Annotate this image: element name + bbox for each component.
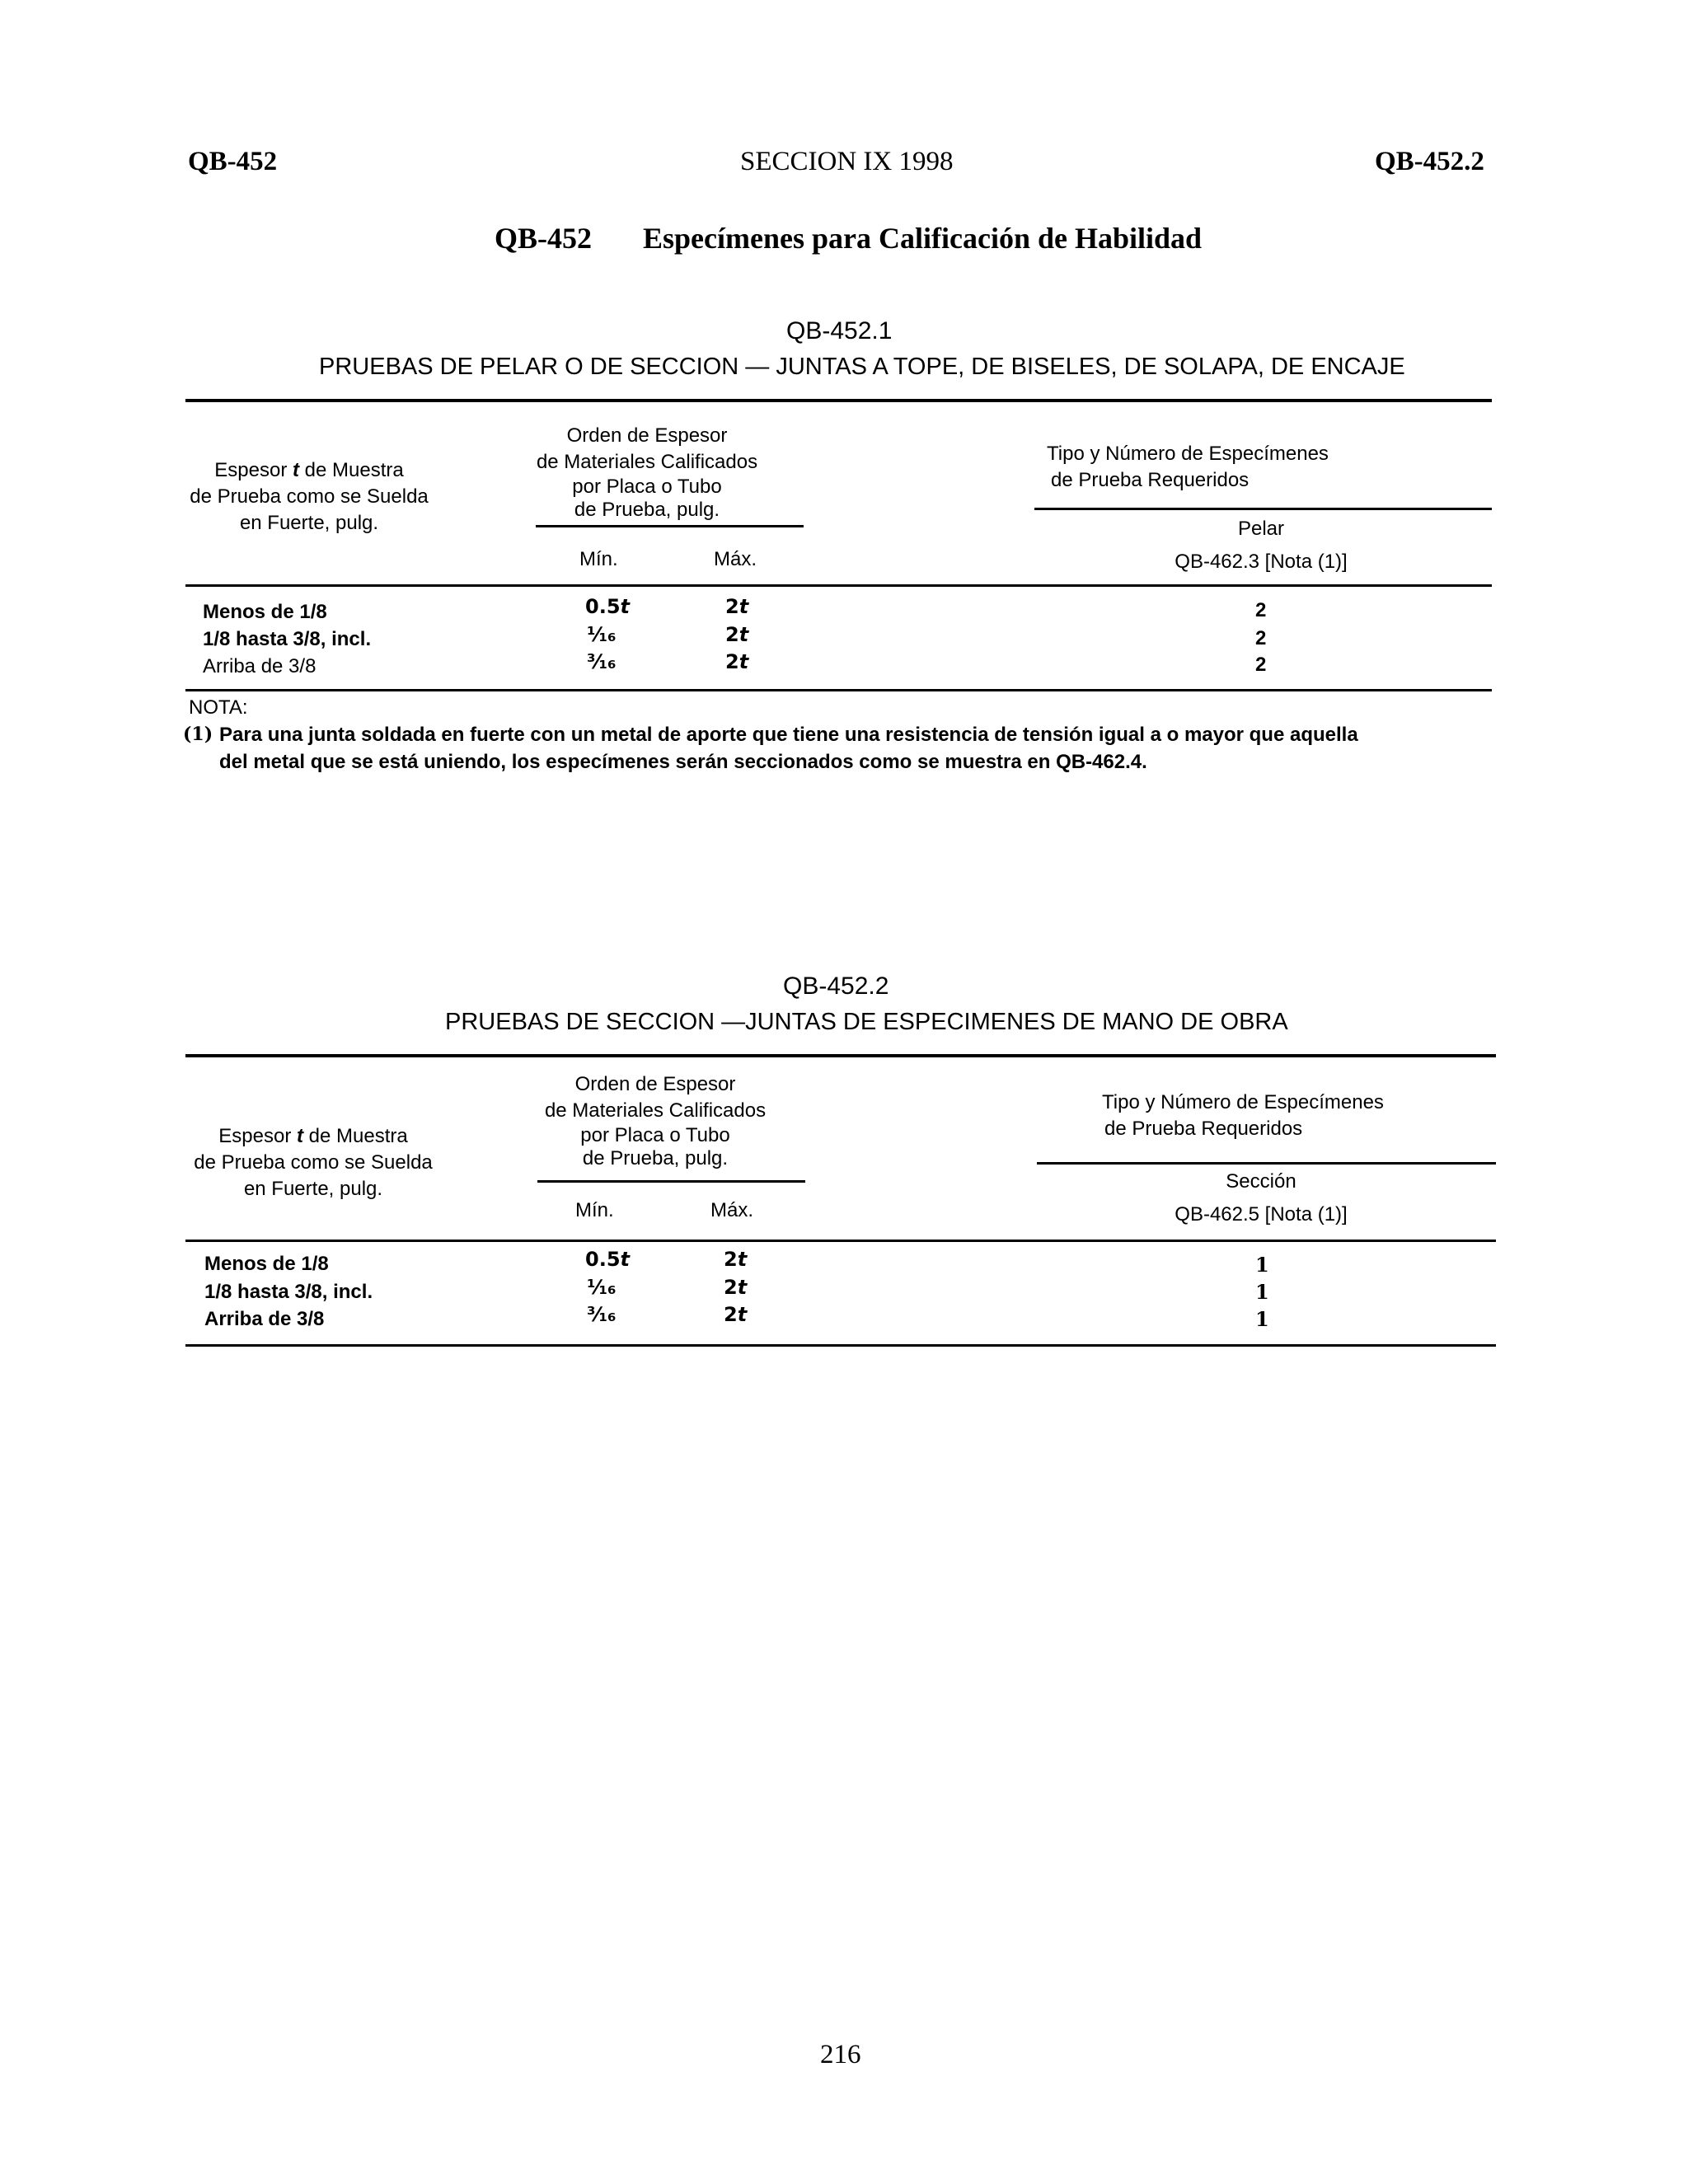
row-count: 2 (1255, 654, 1267, 676)
col-header-max: Máx. (714, 548, 757, 570)
top-rule (185, 1054, 1496, 1057)
row-thickness: Arriba de 3/8 (203, 655, 316, 677)
section-heading: Especímenes para Calificación de Habilidad (643, 222, 1203, 255)
row-min: ³⁄₁₆ (587, 1303, 617, 1326)
col-header-type-sub: Pelar QB-462.3 [Nota (1)] (1175, 518, 1348, 573)
table-title: PRUEBAS DE PELAR O DE SECCION — JUNTAS A TOPE, DE BISELES, DE SOLAPA, DE ENCAJE (319, 354, 1405, 380)
range-rule (537, 1180, 805, 1183)
row-count: 1 (1255, 1307, 1269, 1331)
row-thickness: Arriba de 3/8 (204, 1308, 325, 1330)
row-thickness: 1/8 hasta 3/8, incl. (203, 628, 372, 650)
col-header-range: Orden de Espesor de Materiales Calificados por Placa o Tubo de Prueba, pulg. (544, 1073, 767, 1169)
header-left: QB-452 (188, 147, 278, 176)
row-min: 0.5t (585, 595, 630, 618)
row-max: 2t (724, 1248, 748, 1271)
col-header-type-sub: Sección QB-462.5 [Nota (1)] (1175, 1170, 1348, 1226)
header-right: QB-452.2 (1375, 147, 1484, 176)
col-header-max: Máx. (710, 1199, 754, 1221)
note-text-line1: Para una junta soldada en fuerte con un metal de aporte que tiene una resistencia de tensión igual a o mayor que aquella (219, 724, 1358, 746)
table-number: QB-452.1 (786, 317, 893, 344)
row-min: ³⁄₁₆ (587, 650, 617, 673)
type-rule (1037, 1162, 1496, 1165)
row-count: 2 (1255, 627, 1267, 649)
note-marker: (1) (183, 724, 213, 745)
row-count: 1 (1255, 1280, 1269, 1304)
bottom-rule (185, 1344, 1496, 1347)
row-count: 2 (1255, 599, 1267, 621)
row-max: 2t (724, 1276, 748, 1299)
row-max: 2t (725, 623, 749, 646)
row-max: 2t (725, 650, 749, 673)
note-label: NOTA: (189, 696, 248, 719)
table-title: PRUEBAS DE SECCION —JUNTAS DE ESPECIMENES DE MANO DE OBRA (445, 1009, 1288, 1035)
section-number: QB-452 (495, 222, 593, 255)
table-number: QB-452.2 (783, 972, 889, 1000)
col-header-type: Tipo y Número de Especímenes de Prueba Requeridos (1047, 443, 1329, 491)
section-title (495, 221, 1202, 255)
col-header-min: Mín. (579, 548, 618, 570)
row-thickness: Menos de 1/8 (204, 1253, 329, 1275)
top-rule (185, 399, 1492, 402)
row-min: ¹⁄₁₆ (587, 1276, 617, 1299)
type-rule (1034, 508, 1492, 510)
range-rule (536, 525, 804, 527)
col-header-type: Tipo y Número de Especímenes de Prueba Requeridos (1102, 1091, 1384, 1140)
row-min: ¹⁄₁₆ (587, 623, 617, 646)
col-header-min: Mín. (575, 1199, 614, 1221)
header-center: SECCION IX 1998 (740, 147, 954, 176)
row-max: 2t (725, 595, 749, 618)
note-text-line2: del metal que se está uniendo, los especímenes serán seccionados como se muestra en QB-462.4. (219, 751, 1147, 773)
col-header-range: Orden de Espesor de Materiales Calificados por Placa o Tubo de Prueba, pulg. (536, 424, 758, 521)
page-number: 216 (820, 2040, 861, 2069)
header-rule (185, 1240, 1496, 1242)
col-header-thickness: Espesor t de Muestra de Prueba como se Suelda en Fuerte, pulg. (190, 459, 429, 534)
header-rule (185, 584, 1492, 587)
col-header-thickness: Espesor t de Muestra de Prueba como se Suelda en Fuerte, pulg. (194, 1125, 433, 1200)
row-thickness: Menos de 1/8 (203, 601, 327, 623)
bottom-rule (185, 689, 1492, 691)
row-min: 0.5t (585, 1248, 630, 1271)
row-thickness: 1/8 hasta 3/8, incl. (204, 1281, 373, 1303)
row-count: 1 (1255, 1253, 1269, 1277)
row-max: 2t (724, 1303, 748, 1326)
